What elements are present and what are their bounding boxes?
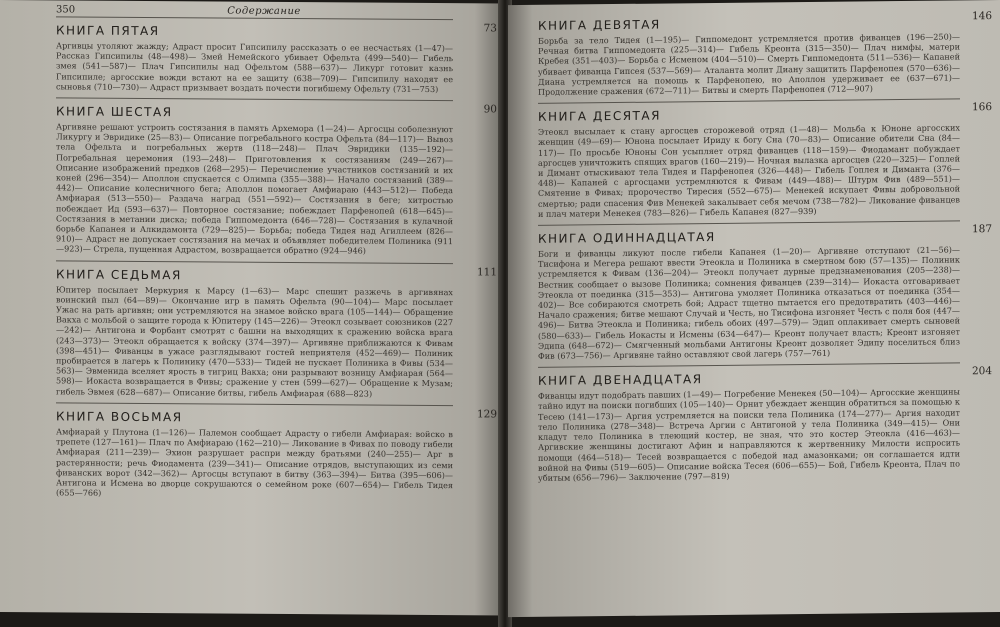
section-summary: Боги и фиванцы ликуют после гибели Капанея (1—20)— Аргивяне отступают (21—56)— Тисифона и Мегера решают ввести Этеокла и Полиника в смертном бою (57—135)— Полиник устремляется к Фивам (136—204)— Этеокл получает дурные предзнаменования (205—238)— Вестник сообщает о вызове Полиника; сомнения фиванцев (239—314)— Иокаста отговаривает Этеокла от поединка (315—353)— Антигона умоляет Полиника отказаться от поединка (354—402)— Все собираются смотреть бой; Адраст тщетно пытается его предотвратить (403—446)— Начало сражения; битве мешают Случай и Честь, но Тисифона изгоняет Честь с поля боя (447—496)— Битва Этеокла и Полиника; гибель обоих (497—579)— Эдип оплакивает смерть сыновей (580—633)— Гибель Иокасты и Исмены (634—647)— Креонт получает власть; Креонт изгоняет Эдипа (648—672)— Смягченный мольбами Антигоны Креонт дозволяет Эдипу поселиться близ Фив (673—756)— Аргивяне тайно оставляют свой лагерь (757—761) — [538, 244, 960, 361]
section-title: КНИГА ВОСЬМАЯ — [56, 409, 183, 425]
section-page-number: 73 — [483, 22, 497, 35]
section-summary: Аргивцы утоляют жажду; Адраст просит Гипсипилу рассказать о ее несчастьях (1—47)— Рассказ Гипсипилы (48—498)— Змей Немейского убивает Офельта (499—540)— Гибель змея (541—587)— Плач Гипсипилы над Офельтом (588—637)— Ликург готовит казнь Гипсипиле; аргосские вожди встают на ее защиту (638—709)— Гипсипилу находят ее сыновья (710—730)— Адраст призывает воздать почести погибшему Офельту (731—753) — [56, 40, 453, 94]
divider — [56, 97, 453, 101]
section-title: КНИГА СЕДЬМАЯ — [56, 267, 182, 282]
contents-section — [538, 101, 992, 219]
divider — [56, 260, 453, 264]
running-header — [56, 4, 453, 20]
section-summary: Этеокл высылает к стану аргосцев сторожевой отряд (1—48)— Мольба к Юноне аргосских женщин (49—69)— Юнона посылает Ириду к богу Сна (70—83)— Описание обители Сна (84—117)— По просьбе Юноны Сон усыпляет отряд фиванцев (118—159)— Фиодамант побуждает аргосцев уничтожить спящих врагов (160—219)— Ночная вылазка аргосцев (220—325)— Гоплей и Димант отыскивают тела Тидея и Парфенопея (326—448)— Гибель Гоплея и Диманта (376—448)— Капаней с аргосцами устремляются к Фивам (449—488)— Штурм Фив (489—551)— Смятение в Фивах; пророчество Тиресия (552—675)— Менекей искупает Фивы добровольной смертью; ради спасения Фив Менекей закалывает себя мечом (738—782)— Ликование фиванцев и плач матери Менекея (783—826)— Гибель Капанея (827—939) — [538, 122, 960, 219]
section-summary: Фиванцы идут подобрать павших (1—49)— Погребение Менекея (50—104)— Аргосские женщины тайно идут на поиски погибших (105—140)— Орнит убеждает женщин обратиться за помощью к Тесею (141—173)— Аргия устремляется на поиски тела Полиника (174—277)— Аргия находит тело Полиника (278—348)— Встреча Аргии с Антигоной у тела Полиника (349—415)— Они кладут тело Полиника в тлеющий костер, не зная, что это костер Этеокла (416—463)— Аргивские женщины достигают Афин и направляются к жертвеннику Милости испросить помощи (464—518)— Тесей возвращается с победой над амазонками; он соглашается идти войной на Фивы (519—605)— Описание войска Тесея (606—655)— Бой, Гибель Креонта, Плач по убитым (656—796)— Заключение (797—819) — [538, 386, 960, 483]
section-summary: Аргивяне решают устроить состязания в память Архемора (1—24)— Аргосцы соболезнуют Ликургу и Эвридике (25—83)— Описание погребального костра Офельта (84—117)— Вывоз тела Офельта и погребальных жертв (118—248)— Плач Эвридики (135—192)— Погребальная церемония (193—248)— Приготовления к состязаниям (249—267)— Описание изображений предков (268—295)— Перечисление участников состязаний и их коней (296—354)— Аполлон спускается с Олимпа (355—388)— Начало состязаний (389—442)— Описание колесничного бега; Аполлон помогает Амфиараю (443—512)— Победа Амфиарая (513—550)— Раздача наград (551—592)— Состязания в беге; хитростью побеждает Ид (593—637)— Повторное состязание; побеждает Парфенопей (618—645)— Состязания в метании диска; победа Гиппомедонта (646—728)— Состязания в кулачной борьбе Капанея и Алкидамонта (729—825)— Борьба; победа Тидея над Агиллеем (826—910)— Адраст не допускает состязания на мечах и объявляет победителем Полиника (911—923)— Стрела, пущенная Адрастом, возвращается обратно (924—946) — [56, 121, 453, 257]
contents-section — [538, 10, 992, 97]
divider — [538, 220, 960, 225]
section-title: КНИГА ДЕСЯТАЯ — [538, 108, 661, 125]
section-title: КНИГА ОДИННАДЦАТАЯ — [538, 230, 716, 246]
contents-section — [56, 265, 497, 399]
section-page-number: 129 — [476, 408, 497, 421]
divider — [538, 363, 960, 368]
page-number: 350 — [56, 4, 76, 16]
divider — [56, 402, 453, 406]
section-summary: Борьба за тело Тидея (1—195)— Гиппомедонт устремляется против фиванцев (196—250)— Речная битва Гиппомедонта (225—314)— Гибель Креонта (315—350)— Плач нимфы, матери Кребея (351—403)— Борьба с Исменом (404—510)— Смерть Гиппомедонта (511—536)— Капаней убивает фиванца Гипсея (537—569)— Аталанта молит Диану защитить Парфенопея (570—636)— Диана устремляется на помощь к Парфенопею, но Аполлон удерживает ее (637—671)— Продолжение сражения (672—711)— Битвы и смерть Парфенопея (712—907) — [538, 31, 960, 97]
section-page-number: 204 — [971, 365, 992, 378]
right-page — [508, 0, 1000, 617]
running-head-title: Содержание — [227, 5, 301, 18]
section-title: КНИГА ДВЕНАДЦАТАЯ — [538, 372, 703, 389]
section-page-number: 187 — [971, 223, 992, 236]
contents-section — [538, 223, 992, 361]
section-page-number: 166 — [971, 101, 992, 114]
divider — [538, 99, 960, 104]
contents-section — [538, 365, 992, 483]
section-title: КНИГА ПЯТАЯ — [56, 23, 160, 39]
section-page-number: 90 — [483, 103, 497, 116]
section-summary: Амфиарай у Плутона (1—126)— Палемон сообщает Адрасту о гибели Амфиарая: войско в трепете (127—161)— Плач по Амфиараю (162—210)— Ликование в Фивах по поводу гибели Амфиарая (211—239)— Эхион разрушает распри между братьями (240—255)— Арг в растерянности; речь Фиодамента (239—341)— Описание отрядов, выступающих из семи фиванских ворот (342—362)— Аргосцы вступают в битву (363—394)— Битва (395—606)— Антигона и Исмена во дворце сокрушаются о семейном роке (607—654)— Гибель Тидея (655—766) — [56, 426, 453, 498]
section-title: КНИГА ШЕСТАЯ — [56, 104, 173, 120]
contents-section — [56, 408, 497, 500]
section-page-number: 111 — [476, 265, 497, 279]
left-page — [0, 0, 505, 616]
section-summary: Юпитер посылает Меркурия к Марсу (1—63)— Марс спешит разжечь в аргивянах воинский пыл (64—89)— Окончание игр в память Офельта (90—104)— Марс посылает Ужас на рать аргивян; они устремляются на знамое войско врага (105—144)— Обращение Вакха с мольбой о защите города к Юпитеру (145—226)— Этеокл созывает союзников (227—242)— Антигона и Форбант смотрят с башни на выходящих к сражению войска врага (243—373)— Этеокл обращается к войску (374—397)— Аргивяне приближаются к Фивам (398—451)— Фиванцы в ужасе разглядывают гостей неприятеля (452—469)— Полиник пробирается в лагерь к Полинику (470—533)— Тидей не пускает Полиника в Фивы (534—563)— Эвменида вселяет ярость в тигриц Вакха; они разрывают возницу Амфиарая (564—598)— Иокаста возвращается в Фивы; сражение у стен (599—627)— Обращение к Музам; гибель Эвмея (628—687)— Описание битвы, гибель Амфиарая (688—823) — [56, 284, 453, 399]
contents-section — [56, 103, 497, 257]
section-title: КНИГА ДЕВЯТАЯ — [538, 17, 661, 33]
contents-section — [56, 22, 497, 94]
section-page-number: 146 — [971, 10, 992, 23]
